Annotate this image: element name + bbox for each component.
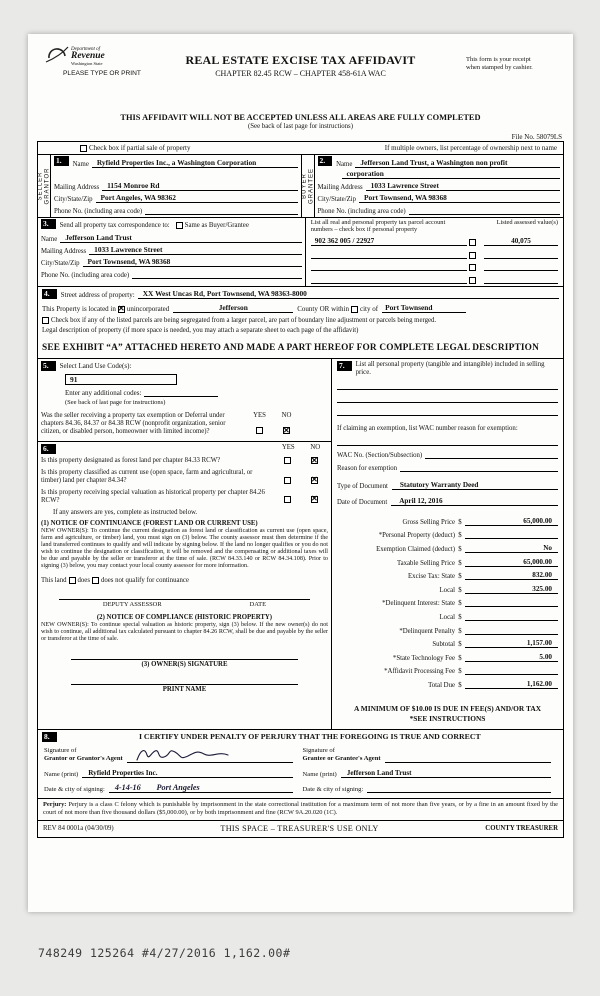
additional-codes-input[interactable] bbox=[144, 389, 218, 397]
section6-number: 6. bbox=[41, 444, 56, 454]
revenue-swoosh-icon bbox=[45, 43, 69, 70]
delinq-interest-local-value[interactable] bbox=[465, 620, 558, 621]
land-use-section bbox=[38, 359, 331, 441]
personal-property-input-1[interactable] bbox=[337, 377, 558, 390]
multiple-owners-note: If multiple owners, list percentage of ownership next to name bbox=[384, 144, 557, 152]
form-header bbox=[37, 40, 564, 110]
total-due-value[interactable]: 1,162.00 bbox=[465, 680, 558, 689]
type-document-value[interactable]: Statutory Warranty Deed bbox=[392, 481, 558, 490]
dollar-sign: $ bbox=[458, 613, 462, 621]
does-not-label: does not qualify for continuance bbox=[100, 576, 189, 584]
exemption-question: Was the seller receiving a property tax exemption or Deferral under chapters 84.36, 84.37 or 84.38 RCW (nonprofit organization, senior citizen, or disabled person, homeowner with limited income)? bbox=[41, 411, 226, 436]
does-label: does bbox=[77, 576, 90, 584]
does-not-checkbox[interactable] bbox=[92, 577, 99, 584]
notice-continuance-body: NEW OWNER(S): To continue the current designation as forest land or classification as current use (open space, farm and agriculture, or timber) land, you must sign on (3) below. The county assessor must then determine if the land transferred continues to qualify and will indicate by signing below. If the land no longer qualifies or you do not wish to continue the designation or classification, it will be removed and the compensating or additional taxes will be due and payable by the seller or transferor at the time of sale. (RCW 84.33.140 or RCW 84.34.108). Prior to signing (3) below, you may contact your local county assessor for more information. bbox=[41, 527, 328, 569]
parties-section bbox=[38, 155, 563, 218]
land-use-code-value[interactable]: 91 bbox=[65, 374, 177, 385]
parcel1-personal-checkbox[interactable] bbox=[469, 239, 476, 246]
wac-number-label: WAC No. (Section/Subsection) bbox=[337, 452, 423, 460]
treasurer-space-label: THIS SPACE – TREASURER'S USE ONLY bbox=[220, 824, 379, 834]
delinq-interest-state-label: *Delinquent Interest: State bbox=[382, 600, 455, 608]
exhibit-a-note: SEE EXHIBIT “A” ATTACHED HERETO AND MADE A PART HEREOF FOR COMPLETE LEGAL DESCRIPTION bbox=[42, 342, 540, 353]
personal-property-label: List all personal property (tangible and intangible) included in selling price. bbox=[355, 360, 545, 376]
same-as-buyer-label: Same as Buyer/Grantee bbox=[184, 221, 249, 229]
forest-land-question: Is this property designated as forest land per chapter 84.33 RCW? bbox=[41, 457, 221, 465]
dollar-sign: $ bbox=[458, 654, 462, 662]
excise-local-value[interactable]: 325.00 bbox=[465, 585, 558, 594]
county-treasurer-label: COUNTY TREASURER bbox=[485, 825, 558, 833]
seller-word: SELLER bbox=[37, 171, 44, 201]
grantor-agent-label: Grantor or Grantor's Agent bbox=[44, 754, 123, 762]
total-due-label: Total Due bbox=[428, 681, 455, 689]
corr-address-label: Mailing Address bbox=[41, 248, 87, 255]
yes-header-5: YES bbox=[253, 411, 266, 419]
claiming-exemption-label: If claiming an exemption, list WAC number reason for exemption: bbox=[337, 425, 518, 433]
parcel-number-1[interactable]: 902 362 005 / 22927 bbox=[311, 237, 467, 246]
logo-revenue-text: Revenue bbox=[71, 51, 105, 61]
taxable-price-label: Taxable Selling Price bbox=[396, 559, 455, 567]
partial-sale-label: Check box if partial sale of property bbox=[89, 144, 191, 152]
top-row bbox=[38, 142, 563, 155]
please-type-label: PLEASE TYPE OR PRINT bbox=[63, 70, 141, 77]
segregated-checkbox[interactable] bbox=[42, 317, 49, 324]
subtotal-label: Subtotal bbox=[432, 641, 455, 649]
file-number: File No. 58079LS bbox=[511, 133, 562, 141]
rev-form-number: REV 84 0001a (04/30/09) bbox=[43, 825, 114, 833]
unincorporated-label: unincorporated bbox=[126, 304, 170, 313]
seller-name-label: Name bbox=[72, 161, 89, 168]
buyer-address-value[interactable]: 1033 Lawrence Street bbox=[366, 181, 560, 191]
logo-dept-text: Department of bbox=[71, 47, 101, 52]
reason-exemption-label: Reason for exemption bbox=[337, 465, 398, 473]
tech-fee-label: *State Technology Fee bbox=[392, 654, 455, 662]
not-accepted-warning: THIS AFFIDAVIT WILL NOT BE ACCEPTED UNLESS ALL AREAS ARE FULLY COMPLETED bbox=[120, 113, 481, 122]
property-location-section bbox=[38, 287, 563, 359]
see-back-note: (See back of last page for instructions) bbox=[248, 123, 353, 130]
owners-signature-line[interactable]: (3) OWNER(S) SIGNATURE bbox=[71, 659, 298, 668]
segregated-label: Check box if any of the listed parcels are being segregated from a larger parcel, are part of boundary line adjustment or parcels being merged. bbox=[51, 316, 437, 324]
assessed-values-header: Listed assessed value(s) bbox=[496, 219, 558, 226]
dollar-sign: $ bbox=[458, 532, 462, 540]
corr-phone-label: Phone No. (including area code) bbox=[41, 272, 130, 279]
excise-local-label: Local bbox=[439, 586, 455, 594]
send-correspondence-label: Send all property tax correspondence to: bbox=[59, 221, 170, 229]
form-title: REAL ESTATE EXCISE TAX AFFIDAVIT bbox=[185, 53, 416, 67]
q2-no-checkbox[interactable] bbox=[311, 477, 318, 484]
dollar-sign: $ bbox=[458, 586, 462, 594]
grantee-word: GRANTEE bbox=[307, 167, 314, 205]
assessed-value-3[interactable] bbox=[484, 270, 558, 271]
buyer-phone-label: Phone No. (including area code) bbox=[317, 208, 406, 215]
historical-property-question: Is this property receiving special valuation as historical property per chapter 84.26 RCW? bbox=[41, 488, 265, 504]
excise-state-label: Excise Tax: State bbox=[408, 573, 455, 581]
dollar-sign: $ bbox=[458, 641, 462, 649]
grantor-signature-line[interactable] bbox=[127, 746, 293, 763]
grantee-date-city-label: Date & city of signing: bbox=[302, 785, 364, 793]
city-of-label: city of bbox=[360, 304, 379, 313]
receipt-line2: when stamped by cashier. bbox=[466, 64, 533, 72]
section8-number: 8. bbox=[42, 732, 57, 742]
corr-address-value[interactable]: 1033 Lawrence Street bbox=[89, 245, 302, 255]
notice-compliance-title: (2) NOTICE OF COMPLIANCE (HISTORIC PROPERTY) bbox=[96, 613, 273, 621]
grantee-name-value[interactable]: Jefferson Land Trust bbox=[341, 769, 551, 778]
deputy-assessor-line[interactable] bbox=[59, 599, 310, 608]
parcel4-personal-checkbox[interactable] bbox=[469, 277, 476, 284]
partial-sale-checkbox[interactable] bbox=[80, 145, 87, 152]
section1-number: 1. bbox=[54, 156, 69, 166]
q1-yes-checkbox[interactable] bbox=[284, 457, 291, 464]
buyer-word: BUYER bbox=[301, 173, 307, 199]
grantee-signature-line[interactable] bbox=[385, 746, 551, 763]
grantee-agent-label: Grantee or Grantee's Agent bbox=[302, 754, 381, 762]
dollar-sign: $ bbox=[458, 600, 462, 608]
seller-csz-label: City/State/Zip bbox=[54, 196, 93, 203]
dollar-sign: $ bbox=[458, 668, 462, 676]
grantor-word: GRANTOR bbox=[44, 167, 50, 205]
section7-number: 7. bbox=[337, 361, 352, 371]
selling-price-section bbox=[332, 359, 563, 729]
parcel3-personal-checkbox[interactable] bbox=[469, 264, 476, 271]
section3-number: 3. bbox=[41, 219, 56, 229]
dollar-sign: $ bbox=[458, 573, 462, 581]
subtotal-value[interactable]: 1,157.00 bbox=[465, 639, 558, 648]
corr-csz-value[interactable]: Port Townsend, WA 98368 bbox=[83, 257, 302, 267]
tech-fee-value[interactable]: 5.00 bbox=[465, 653, 558, 662]
minimum-due-note: A MINIMUM OF $10.00 IS DUE IN FEE(S) AND/OR TAX bbox=[353, 703, 542, 713]
does-checkbox[interactable] bbox=[69, 577, 76, 584]
taxable-price-value[interactable]: 65,000.00 bbox=[465, 558, 558, 567]
seller-address-label: Mailing Address bbox=[54, 184, 100, 191]
date-document-label: Date of Document bbox=[337, 499, 388, 507]
q2-yes-checkbox[interactable] bbox=[284, 477, 291, 484]
parcel2-personal-checkbox[interactable] bbox=[469, 252, 476, 259]
parcel-numbers-header: List all real and personal property tax parcel account numbers – check box if personal property bbox=[310, 219, 446, 234]
additional-codes-label: Enter any additional codes: bbox=[65, 388, 142, 397]
seller-section bbox=[38, 155, 301, 217]
dollar-sign: $ bbox=[458, 518, 462, 526]
seller-name-value[interactable]: Ryfield Properties Inc., a Washington Corporation bbox=[92, 158, 298, 168]
same-as-buyer-checkbox[interactable] bbox=[176, 222, 183, 229]
buyer-csz-label: City/State/Zip bbox=[317, 196, 357, 203]
gross-price-label: Gross Selling Price bbox=[402, 518, 455, 526]
delinq-interest-state-value[interactable] bbox=[465, 606, 558, 607]
perjury-notice bbox=[38, 799, 563, 821]
unincorporated-checkbox[interactable] bbox=[118, 306, 125, 313]
legal-description-label: Legal description of property (if more space is needed, you may attach a separate sheet to each page of the affidavit) bbox=[42, 326, 359, 334]
dollar-sign: $ bbox=[458, 681, 462, 689]
certify-statement: I CERTIFY UNDER PENALTY OF PERJURY THAT THE FOREGOING IS TRUE AND CORRECT bbox=[138, 732, 481, 742]
buyer-name-value-cont[interactable]: corporation bbox=[342, 169, 561, 179]
q3-yes-checkbox[interactable] bbox=[284, 496, 291, 503]
buyer-address-label: Mailing Address bbox=[317, 184, 363, 191]
grantee-signature-of-label: Signature of bbox=[302, 746, 335, 754]
corr-name-label: Name bbox=[41, 236, 58, 243]
yes-header-6: YES bbox=[281, 444, 295, 452]
personal-property-input-3[interactable] bbox=[337, 403, 558, 416]
section4-number: 4. bbox=[42, 289, 57, 299]
corr-csz-label: City/State/Zip bbox=[41, 260, 80, 267]
receipt-line1: This form is your receipt bbox=[466, 56, 531, 63]
s5-yes-checkbox[interactable] bbox=[256, 427, 263, 434]
certification-section bbox=[38, 730, 563, 799]
perjury-bold: Perjury: bbox=[43, 800, 67, 808]
personal-property-input-2[interactable] bbox=[337, 390, 558, 403]
buyer-csz-value[interactable]: Port Townsend, WA 98368 bbox=[359, 193, 560, 203]
print-name-line[interactable]: PRINT NAME bbox=[71, 684, 298, 693]
perjury-text: Perjury is a class C felony which is punishable by imprisonment in the state correctional institution for a maximum term of not more than five years, or by a fine in an amount fixed by the court of not more than five thousand dollars ($5,000.00), or by both imprisonment and fine (RCW 9A.20.020 (1C). bbox=[43, 800, 558, 816]
parcel-number-4[interactable] bbox=[311, 283, 467, 284]
grantor-name-print-label: Name (print) bbox=[44, 770, 79, 778]
county-or-label: County OR within bbox=[297, 304, 349, 313]
treasurer-receipt-stamp: 748249 125264 #4/27/2016 1,162.00# bbox=[38, 946, 291, 960]
processing-fee-label: *Affidavit Processing Fee bbox=[384, 668, 455, 676]
section5-number: 5. bbox=[41, 361, 56, 371]
seller-side-label bbox=[38, 155, 51, 217]
grantor-signature-scribble bbox=[133, 746, 233, 764]
affidavit-document bbox=[28, 34, 573, 912]
form-body bbox=[37, 141, 564, 838]
deputy-assessor-label: DEPUTY ASSESSOR bbox=[102, 600, 162, 608]
grantor-signature-block bbox=[42, 746, 301, 793]
this-land-label: This land bbox=[41, 576, 67, 584]
parcel-number-2[interactable] bbox=[311, 258, 467, 259]
personal-deduct-label: *Personal Property (deduct) bbox=[378, 532, 455, 540]
buyer-name-value[interactable]: Jefferson Land Trust, a Washington non profit bbox=[355, 158, 560, 168]
corr-phone-value[interactable] bbox=[132, 278, 302, 279]
grantee-name-print-label: Name (print) bbox=[302, 770, 337, 778]
chapter-subtitle: CHAPTER 82.45 RCW – CHAPTER 458-61A WAC bbox=[215, 69, 386, 78]
city-value[interactable]: Port Townsend bbox=[382, 303, 466, 313]
seller-csz-value[interactable]: Port Angeles, WA 98362 bbox=[96, 193, 298, 203]
land-use-label: Select Land Use Code(s): bbox=[59, 361, 132, 370]
q3-no-checkbox[interactable] bbox=[311, 496, 318, 503]
assessed-value-2[interactable] bbox=[484, 258, 558, 259]
footer-row bbox=[38, 821, 563, 837]
see-instructions-note: *SEE INSTRUCTIONS bbox=[409, 714, 486, 724]
dollar-sign: $ bbox=[458, 545, 462, 553]
type-document-label: Type of Document bbox=[337, 483, 388, 491]
exemption-claimed-value[interactable]: No bbox=[465, 544, 558, 553]
section2-number: 2. bbox=[318, 156, 333, 166]
grantor-name-value[interactable]: Ryfield Properties Inc. bbox=[82, 769, 292, 778]
no-header-6: NO bbox=[310, 444, 321, 452]
grantor-date-handwriting: 4-14-16 bbox=[114, 782, 141, 792]
assessed-value-4[interactable] bbox=[484, 283, 558, 284]
parcel-number-3[interactable] bbox=[311, 270, 467, 271]
seller-phone-value[interactable] bbox=[145, 214, 297, 215]
see-back-note-5: (See back of last page for instructions) bbox=[65, 398, 166, 406]
no-header-5: NO bbox=[281, 411, 292, 419]
tax-correspondence-section bbox=[38, 218, 563, 287]
corr-name-value[interactable]: Jefferson Land Trust bbox=[60, 233, 302, 243]
date-document-value[interactable]: April 12, 2016 bbox=[391, 497, 558, 506]
gross-price-value[interactable]: 65,000.00 bbox=[465, 517, 558, 526]
grantee-date-city-value[interactable] bbox=[367, 792, 551, 793]
buyer-section bbox=[301, 155, 564, 217]
grantor-date-city-label: Date & city of signing: bbox=[44, 785, 105, 793]
designation-section bbox=[38, 441, 331, 728]
grantor-city-handwriting: Port Angeles bbox=[156, 782, 200, 792]
revenue-logo bbox=[45, 43, 105, 70]
grantor-date-city-value[interactable] bbox=[109, 783, 293, 793]
grantee-signature-block bbox=[301, 746, 560, 793]
county-value[interactable]: Jefferson bbox=[173, 303, 293, 313]
reason-exemption-input[interactable] bbox=[400, 471, 558, 472]
notice-continuance-title: (1) NOTICE OF CONTINUANCE (FOREST LAND OR CURRENT USE) bbox=[41, 519, 258, 527]
seller-address-value[interactable]: 1154 Monroe Rd bbox=[102, 181, 297, 191]
assessed-value-1[interactable]: 40,075 bbox=[484, 237, 558, 246]
grantor-signature-of-label: Signature of bbox=[44, 746, 77, 754]
delinq-interest-local-label: Local bbox=[439, 613, 455, 621]
processing-fee-value[interactable] bbox=[465, 674, 558, 675]
excise-state-value[interactable]: 832.00 bbox=[465, 571, 558, 580]
street-address-value[interactable]: XX West Uncas Rd, Port Townsend, WA 98363-8000 bbox=[138, 289, 559, 299]
current-use-question: Is this property classified as current use (open space, farm and agricultural, or timber) land per chapter 84.34? bbox=[41, 469, 253, 485]
street-address-label: Street address of property: bbox=[60, 290, 135, 299]
delinq-penalty-label: *Delinquent Penalty bbox=[399, 627, 455, 635]
city-checkbox[interactable] bbox=[351, 306, 358, 313]
date-label: DATE bbox=[249, 600, 267, 608]
s5-no-checkbox[interactable] bbox=[283, 427, 290, 434]
delinq-penalty-value[interactable] bbox=[465, 634, 558, 635]
dollar-sign: $ bbox=[458, 559, 462, 567]
notice-compliance-body: NEW OWNER(S): To continue special valuation as historic property, sign (3) below. If the new owner(s) do not wish to continue, all additional tax calculated pursuant to chapter 84.26 RCW, shall be due and payable by the seller or transferor at the time of sale. bbox=[41, 621, 328, 642]
q1-no-checkbox[interactable] bbox=[311, 457, 318, 464]
located-in-label: This Property is located in bbox=[42, 304, 116, 313]
dollar-sign: $ bbox=[458, 627, 462, 635]
logo-state-text: Washington State bbox=[71, 60, 103, 66]
seller-phone-label: Phone No. (including area code) bbox=[54, 208, 143, 215]
middle-columns bbox=[38, 359, 563, 730]
if-any-yes-note: If any answers are yes, complete as instructed below. bbox=[53, 508, 198, 516]
exemption-claimed-label: Exemption Claimed (deduct) bbox=[376, 545, 455, 553]
personal-deduct-value[interactable] bbox=[465, 538, 558, 539]
buyer-phone-value[interactable] bbox=[409, 214, 560, 215]
receipt-note bbox=[466, 56, 558, 73]
buyer-name-label: Name bbox=[336, 161, 353, 168]
buyer-side-label bbox=[302, 155, 315, 217]
